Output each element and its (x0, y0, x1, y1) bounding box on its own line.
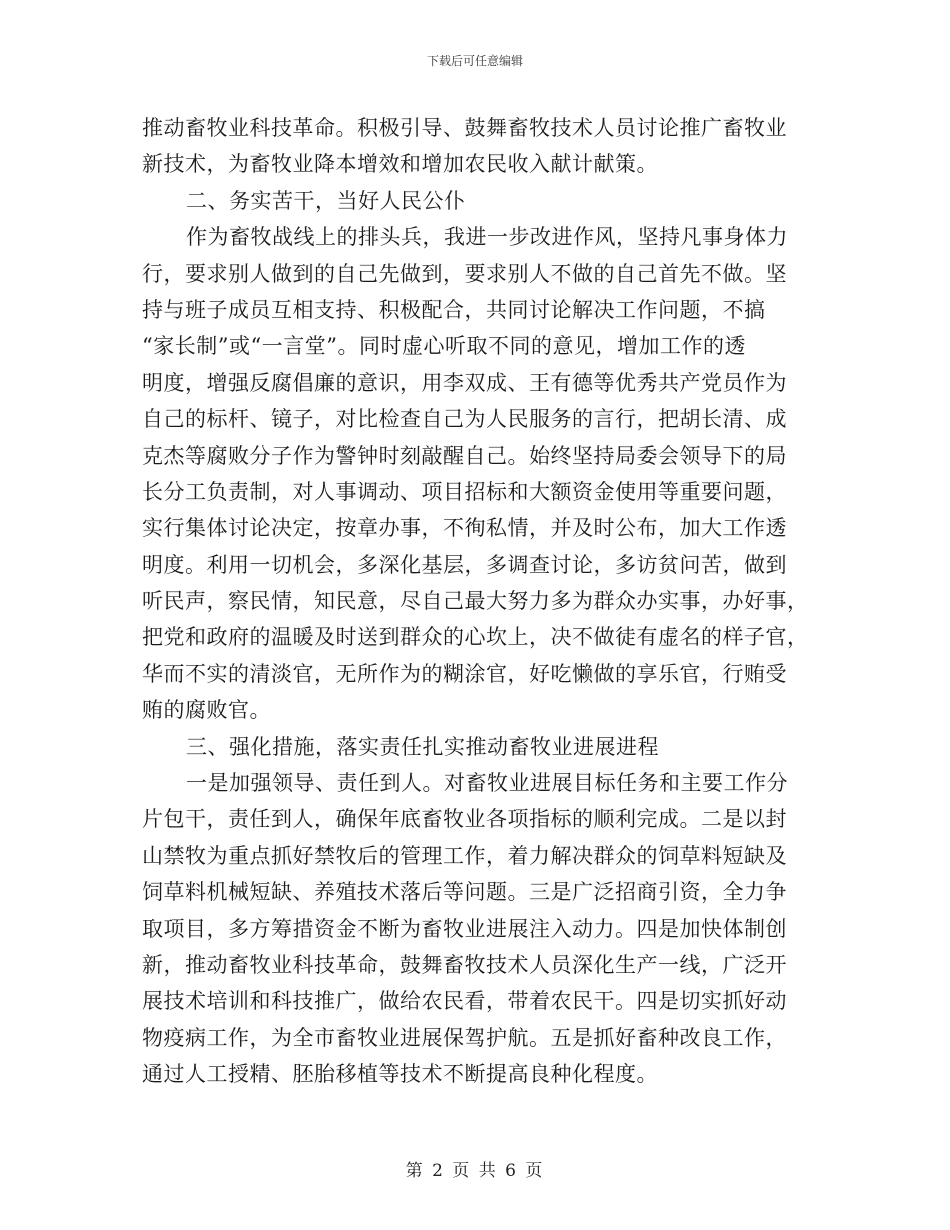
body-text-line: 持与班子成员互相支持、积极配合，共同讨论解决工作问题，不搞 (142, 297, 766, 322)
body-text-line: 克杰等腐败分子作为警钟时刻敲醒自己。始终坚持局委会领导下的局 (142, 443, 787, 468)
body-text-line: 取项目，多方筹措资金不断为畜牧业进展注入动力。四是加快体制创 (142, 916, 787, 941)
body-text-line: 新，推动畜牧业科技革命，鼓舞畜牧技术人员深化生产一线，广泛开 (142, 952, 787, 977)
body-text-line: 片包干，责任到人，确保年底畜牧业各项指标的顺利完成。二是以封 (142, 807, 787, 832)
page-footer: 第 2 页 共 6 页 (405, 1161, 545, 1181)
body-text-line: 把党和政府的温暖及时送到群众的心坎上，决不做徒有虚名的样子官， (142, 625, 809, 650)
body-text-line: 贿的腐败官。 (142, 698, 271, 723)
page-header: 下载后可任意编辑 (426, 54, 523, 68)
body-text-line: 三、强化措施，落实责任扎实推动畜牧业进展进程 (186, 734, 659, 759)
body-text-line: 通过人工授精、胚胎移植等技术不断提高良种化程度。 (142, 1062, 658, 1087)
body-text-line: 二、务实苦干，当好人民公仆 (186, 188, 466, 213)
body-text-line: 展技术培训和科技推广，做给农民看，带着农民干。四是切实抓好动 (142, 989, 787, 1014)
body-text-line: 自己的标杆、镜子，对比检查自己为人民服务的言行，把胡长清、成 (142, 407, 787, 432)
body-text-line: 明度。利用一切机会，多深化基层，多调查讨论，多访贫问苦，做到 (142, 552, 787, 577)
body-text-line: 作为畜牧战线上的排头兵，我进一步改进作风，坚持凡事身体力 (186, 225, 788, 250)
body-text-line: 长分工负责制，对人事调动、项目招标和大额资金使用等重要问题， (142, 479, 787, 504)
body-text-line: “家长制”或“一言堂”。同时虚心听取不同的意见，增加工作的透 (142, 334, 746, 359)
body-text-line: 明度，增强反腐倡廉的意识，用李双成、王有德等优秀共产党员作为 (142, 370, 787, 395)
body-text-line: 华而不实的清淡官，无所作为的糊涂官，好吃懒做的享乐官，行贿受 (142, 661, 787, 686)
body-text-line: 一是加强领导、责任到人。对畜牧业进展目标任务和主要工作分 (186, 771, 788, 796)
body-text-line: 山禁牧为重点抓好禁牧后的管理工作，着力解决群众的饲草料短缺及 (142, 843, 787, 868)
body-text-line: 推动畜牧业科技革命。积极引导、鼓舞畜牧技术人员讨论推广畜牧业 (142, 116, 787, 140)
document-body (142, 110, 822, 1093)
body-text-line: 饲草料机械短缺、养殖技术落后等问题。三是广泛招商引资，全力争 (142, 880, 787, 905)
body-text-line: 行，要求别人做到的自己先做到，要求别人不做的自己首先不做。坚 (142, 261, 787, 286)
body-text-line: 新技术，为畜牧业降本增效和增加农民收入献计献策。 (142, 152, 658, 177)
body-text-line: 物疫病工作，为全市畜牧业进展保驾护航。五是抓好畜种改良工作， (142, 1025, 787, 1050)
body-text-line: 听民声，察民情，知民意，尽自己最大努力多为群众办实事，办好事， (142, 589, 809, 614)
body-text-line: 实行集体讨论决定，按章办事，不徇私情，并及时公布，加大工作透 (142, 516, 787, 541)
